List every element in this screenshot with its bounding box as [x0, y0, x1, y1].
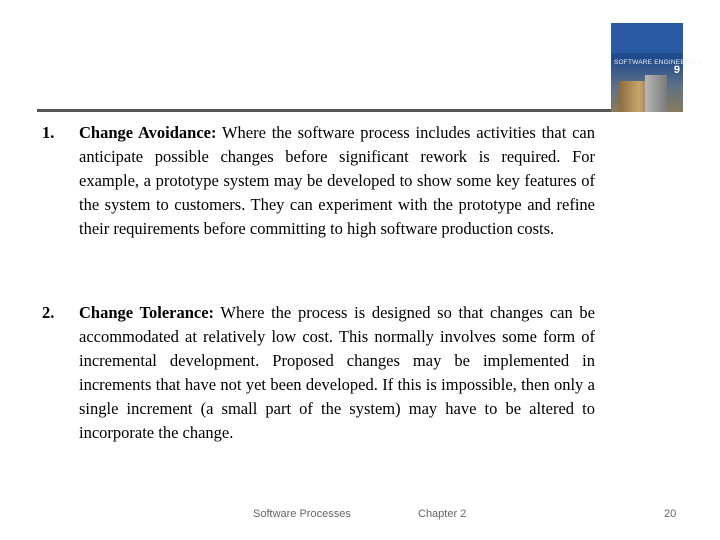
- list-item-number: 1.: [42, 123, 55, 142]
- list-item-term: Change Avoidance:: [79, 123, 217, 142]
- cover-edition: 9: [673, 64, 680, 76]
- list-item-body: [79, 301, 595, 445]
- cover-top-band: [611, 23, 683, 53]
- list-item-term: Change Tolerance:: [79, 303, 215, 322]
- list-item-number: 2.: [42, 303, 55, 322]
- book-cover-image: [611, 23, 702, 112]
- list-item-text: Where the software process includes activities that can anticipate possible changes before significant rework is required. For example, a prototype system may be developed to show some key features of the system to customers. They can experiment with the prototype and refine their requirements before committing to high software production costs.: [79, 123, 595, 238]
- footer-title: Software Processes: [253, 508, 351, 520]
- cover-title: SOFTWARE ENGINEERING: [614, 59, 702, 66]
- header-rule: [37, 109, 612, 112]
- cover-building-graphic-2: [645, 75, 667, 112]
- footer-page-number: 20: [664, 508, 677, 520]
- footer-chapter: Chapter 2: [418, 508, 467, 520]
- list-item-body: [79, 121, 595, 241]
- list-item-text: Where the process is designed so that changes can be accommodated at relatively low cost. This normally involves some form of incremental development. Proposed changes may be implemented in increments that have not yet been developed. If this is impossible, then only a single increment (a small part of the system) may have to be altered to incorporate the change.: [79, 303, 595, 442]
